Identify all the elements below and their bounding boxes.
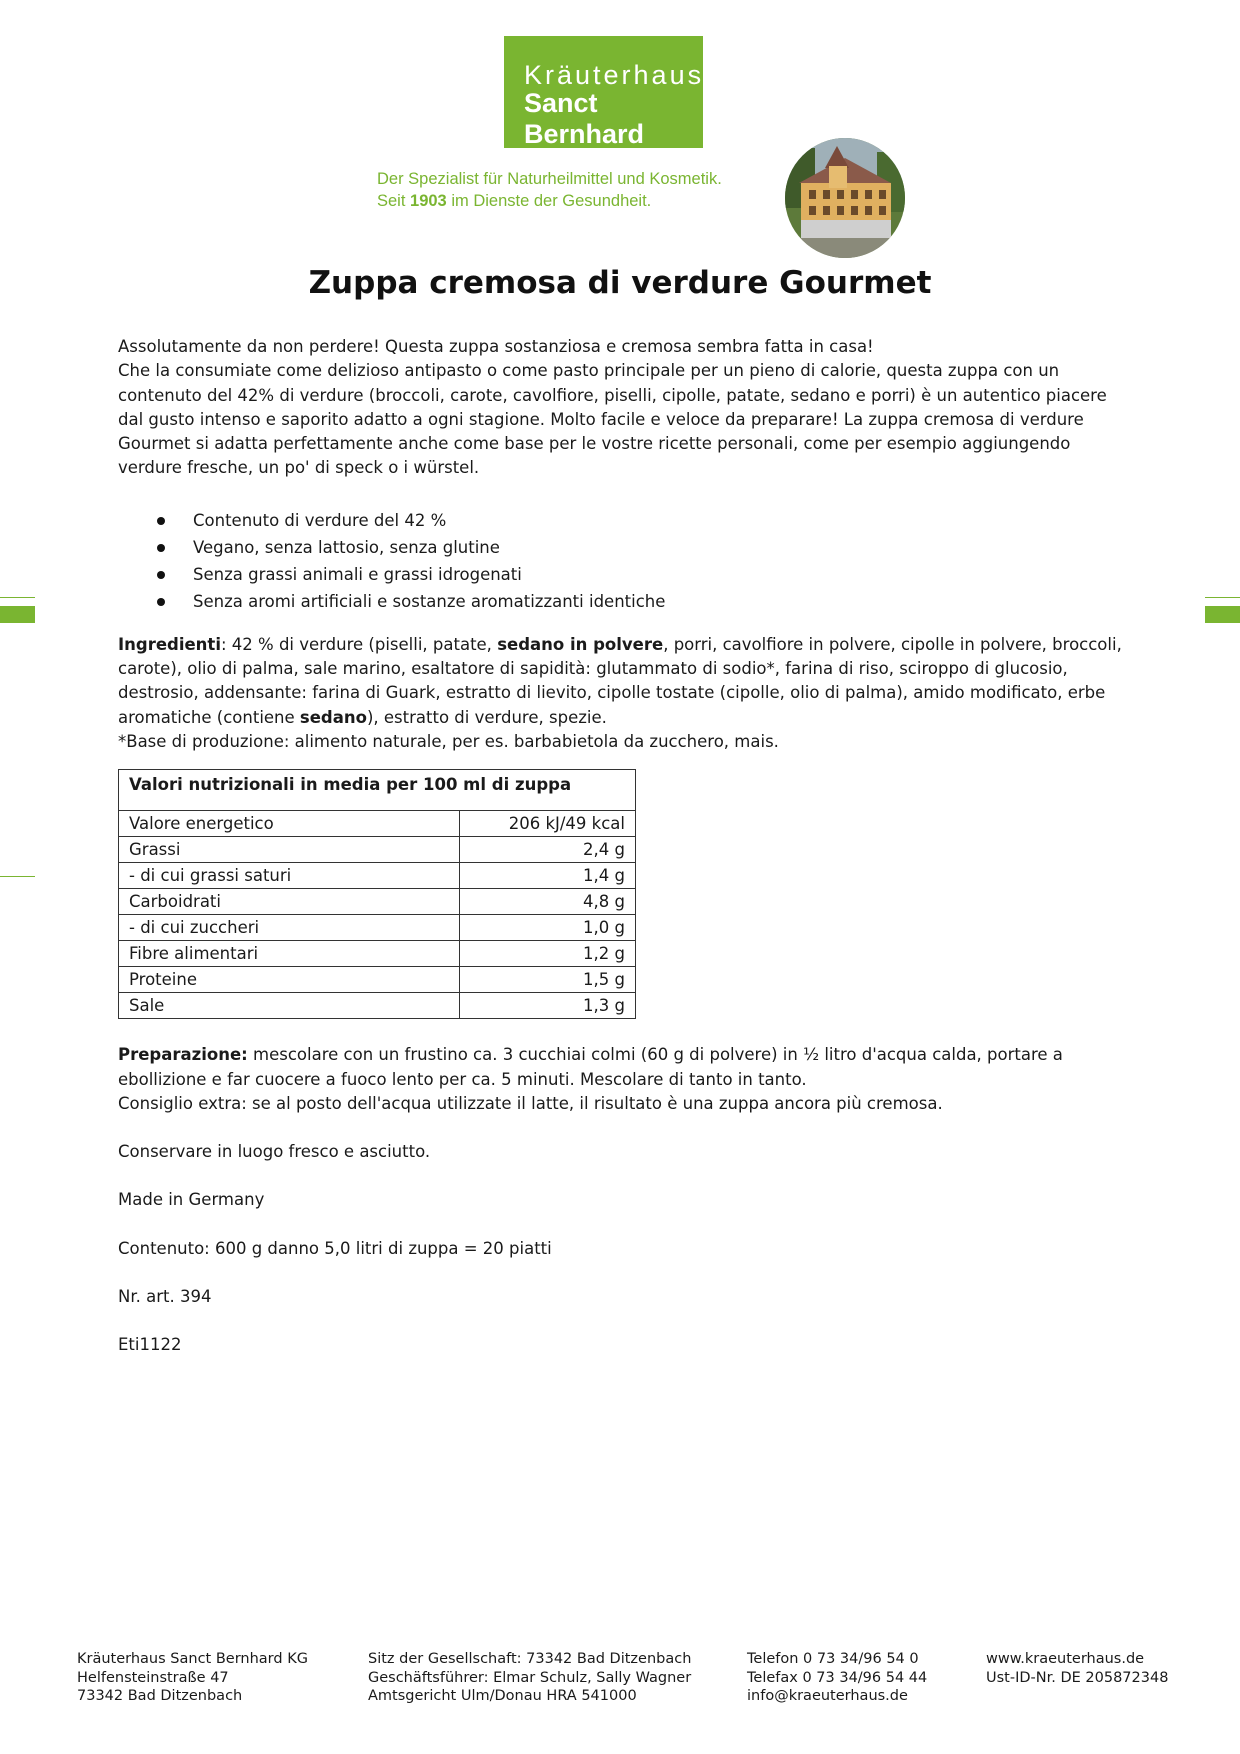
- left-edge-marker: [0, 606, 35, 623]
- tagline-line1: Der Spezialist für Naturheilmittel und Kosmetik.: [377, 170, 722, 188]
- list-item: Senza aromi artificiali e sostanze aromatizzanti identiche: [118, 588, 1128, 615]
- storage-text: Conservare in luogo fresco e asciutto.: [118, 1142, 431, 1162]
- website-link[interactable]: www.kraeuterhaus.de: [986, 1651, 1145, 1667]
- list-item: Contenuto di verdure del 42 %: [118, 507, 1128, 534]
- label-code: Eti1122: [118, 1335, 182, 1355]
- left-edge-line-bottom: [0, 876, 35, 877]
- preparation-label: Preparazione:: [118, 1045, 248, 1065]
- intro-paragraph-1: Assolutamente da non perdere! Questa zuppa sostanziosa e cremosa sembra fatta in casa!: [118, 337, 874, 356]
- nutrition-table: [118, 769, 636, 1019]
- list-item: Vegano, senza lattosio, senza glutine: [118, 534, 1128, 561]
- nutrition-table-header: Valori nutrizionali in media per 100 ml di zuppa: [119, 770, 636, 811]
- bullet-icon: [157, 544, 165, 552]
- right-edge-line-top: [1205, 597, 1240, 598]
- preparation-tip: Consiglio extra: se al posto dell'acqua utilizzate il latte, il risultato è una zuppa ancora più cremosa.: [118, 1093, 943, 1113]
- brand-name-line2: Sanct Bernhard: [524, 88, 645, 149]
- footer-contact: Telefon 0 73 34/96 54 0 Telefax 0 73 34/96 54 44 info@kraeuterhaus.de: [747, 1651, 928, 1704]
- feature-list: [118, 507, 1128, 615]
- table-row: Sale 1,3 g: [119, 993, 636, 1019]
- main-content: [118, 335, 1128, 1358]
- building-photo: [785, 138, 905, 258]
- table-row: Carboidrati 4,8 g: [119, 889, 636, 915]
- table-row: Proteine 1,5 g: [119, 967, 636, 993]
- origin-text: Made in Germany: [118, 1190, 265, 1210]
- ingredients-label: Ingredienti: [118, 634, 221, 654]
- table-row: - di cui grassi saturi 1,4 g: [119, 863, 636, 889]
- right-edge-marker: [1205, 606, 1240, 623]
- tagline-year: 1903: [410, 192, 447, 210]
- brand-logo: [504, 36, 703, 148]
- footer-legal: Sitz der Gesellschaft: 73342 Bad Ditzenbach Geschäftsführer: Elmar Schulz, Sally Wagner Amtsgericht Ulm/Donau HRA 541000: [368, 1651, 692, 1704]
- contents-text: Contenuto: 600 g danno 5,0 litri di zuppa = 20 piatti: [118, 1238, 552, 1258]
- brand-name-line1: Kräuterhaus: [524, 60, 705, 90]
- table-row: Valore energetico 206 kJ/49 kcal: [119, 811, 636, 837]
- table-row: - di cui zuccheri 1,0 g: [119, 915, 636, 941]
- brand-tagline: [377, 168, 722, 212]
- ingredients-paragraph: Ingredienti: 42 % di verdure (piselli, patate, sedano in polvere, porri, cavolfiore in polvere, cipolle in polvere, broccoli, carote), olio di palma, sale marino, esaltatore di sapidità: glutammato di sodio*, farina di riso, sciroppo di glucosio, destrosio, addensante: farina di Guark, estratto di lievito, cipolle tostate (cipolle, olio di palma), amido modificato, erbe aromatiche (contiene sedano), estratto di verdure, spezie.: [118, 634, 1122, 727]
- preparation-paragraph: Preparazione: mescolare con un frustino ca. 3 cucchiai colmi (60 g di polvere) in ½ litro d'acqua calda, portare a ebollizione e far cuocere a fuoco lento per ca. 5 minuti. Mescolare di tanto in tanto.: [118, 1045, 1063, 1089]
- list-item: Senza grassi animali e grassi idrogenati: [118, 561, 1128, 588]
- ingredients-note: *Base di produzione: alimento naturale, per es. barbabietola da zucchero, mais.: [118, 731, 779, 751]
- article-number: Nr. art. 394: [118, 1287, 212, 1307]
- table-row: Fibre alimentari 1,2 g: [119, 941, 636, 967]
- email-link[interactable]: info@kraeuterhaus.de: [747, 1688, 908, 1704]
- left-edge-line-top: [0, 597, 35, 598]
- bullet-icon: [157, 598, 165, 606]
- table-row: Grassi 2,4 g: [119, 837, 636, 863]
- intro-paragraph-2: Che la consumiate come delizioso antipasto o come pasto principale per un pieno di calorie, questa zuppa con un contenuto del 42% di verdure (broccoli, carote, cavolfiore, piselli, cipolle, patate, sedano e porri) è un autentico piacere dal gusto intenso e saporito adatto a ogni stagione. Molto facile e veloce da preparare! La zuppa cremosa di verdure Gourmet si adatta perfettamente anche come base per le vostre ricette personali, come per esempio aggiungendo verdure fresche, un po' di speck o i würstel.: [118, 361, 1107, 478]
- page-title: Zuppa cremosa di verdure Gourmet: [308, 265, 932, 301]
- bullet-icon: [157, 571, 165, 579]
- bullet-icon: [157, 517, 165, 525]
- footer-web: www.kraeuterhaus.de Ust-ID-Nr. DE 205872348: [986, 1651, 1169, 1686]
- footer-company: Kräuterhaus Sanct Bernhard KG Helfensteinstraße 47 73342 Bad Ditzenbach: [77, 1651, 308, 1704]
- tagline-line2: Seit 1903 im Dienste der Gesundheit.: [377, 192, 652, 210]
